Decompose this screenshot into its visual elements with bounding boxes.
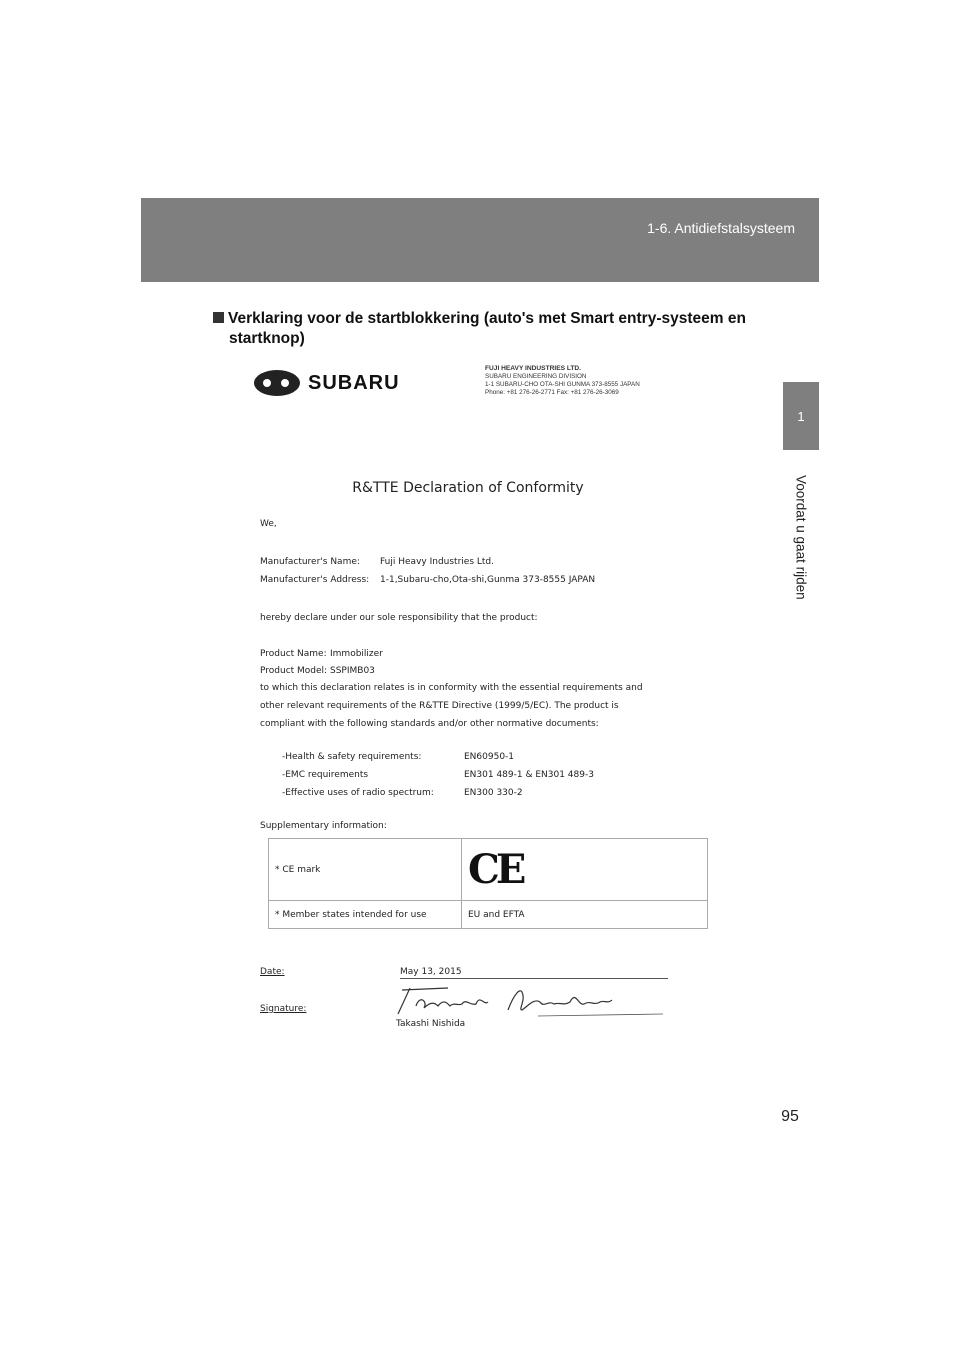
product-name-label: Product Name: [260, 649, 327, 659]
company-division: SUBARU ENGINEERING DIVISION [485, 373, 587, 380]
declaration-document [238, 350, 728, 1040]
member-label-cell: * Member states intended for use [269, 901, 462, 929]
page-number: 95 [781, 1108, 799, 1125]
subaru-stars-icon [254, 370, 300, 396]
manufacturer-name-label: Manufacturer's Name: [260, 557, 360, 567]
conformity-line: to which this declaration relates is in conformity with the essential requirements and [260, 683, 643, 693]
square-bullet-icon [213, 312, 224, 323]
date-label: Date: [260, 967, 285, 977]
logo-text: SUBARU [308, 371, 400, 394]
side-tab-label-text: Voordat u gaat rijden [793, 474, 809, 600]
ce-label-cell: * CE mark [269, 839, 462, 901]
ce-mark-icon: CE [468, 845, 523, 893]
product-model-label: Product Model: [260, 666, 328, 676]
standard-label: -Health & safety requirements: [282, 752, 422, 762]
date-value: May 13, 2015 [400, 966, 668, 979]
handwritten-signature [388, 984, 668, 1020]
company-address: 1-1 SUBARU-CHO OTA-SHI GUNMA 373-8555 JAPAN [485, 381, 640, 388]
standard-value: EN301 489-1 & EN301 489-3 [464, 770, 594, 780]
company-block [485, 365, 640, 397]
signer-name: Takashi Nishida [396, 1019, 466, 1029]
conformity-line: compliant with the following standards and/or other normative documents: [260, 719, 599, 729]
side-tab-number: 1 [783, 382, 819, 450]
company-name: FUJI HEAVY INDUSTRIES LTD. [485, 365, 581, 372]
table-row [269, 839, 708, 901]
product-name: Immobilizer [330, 649, 383, 659]
side-tab-label [783, 462, 819, 612]
section-heading-line2: startknop) [229, 330, 305, 347]
supplementary-label: Supplementary information: [260, 821, 387, 831]
manufacturer-name: Fuji Heavy Industries Ltd. [380, 557, 494, 567]
standard-value: EN300 330-2 [464, 788, 523, 798]
product-model: SSPIMB03 [330, 666, 375, 676]
signature-label: Signature: [260, 1004, 307, 1014]
standard-label: -Effective uses of radio spectrum: [282, 788, 434, 798]
header-section-title: 1-6. Antidiefstalsysteem [647, 220, 795, 236]
manufacturer-address: 1-1,Subaru-cho,Ota-shi,Gunma 373-8555 JAPAN [380, 575, 596, 585]
declaration-title: R&TTE Declaration of Conformity [352, 480, 584, 496]
section-heading [213, 309, 773, 349]
section-heading-line1: Verklaring voor de startblokkering (auto's met Smart entry-systeem en [228, 310, 746, 327]
manufacturer-address-label: Manufacturer's Address: [260, 575, 370, 585]
header-band [141, 198, 819, 282]
supplementary-table [268, 838, 708, 929]
standard-value: EN60950-1 [464, 752, 515, 762]
intro-text: We, [260, 519, 277, 529]
declare-text: hereby declare under our sole responsibility that the product: [260, 613, 538, 623]
standard-label: -EMC requirements [282, 770, 369, 780]
subaru-logo [254, 370, 400, 396]
company-phone: Phone: +81 276-26-2771 Fax: +81 276-26-3069 [485, 389, 619, 396]
member-value-cell: EU and EFTA [462, 901, 708, 929]
ce-mark-cell [462, 839, 708, 901]
table-row [269, 901, 708, 929]
conformity-line: other relevant requirements of the R&TTE Directive (1999/5/EC). The product is [260, 701, 619, 711]
